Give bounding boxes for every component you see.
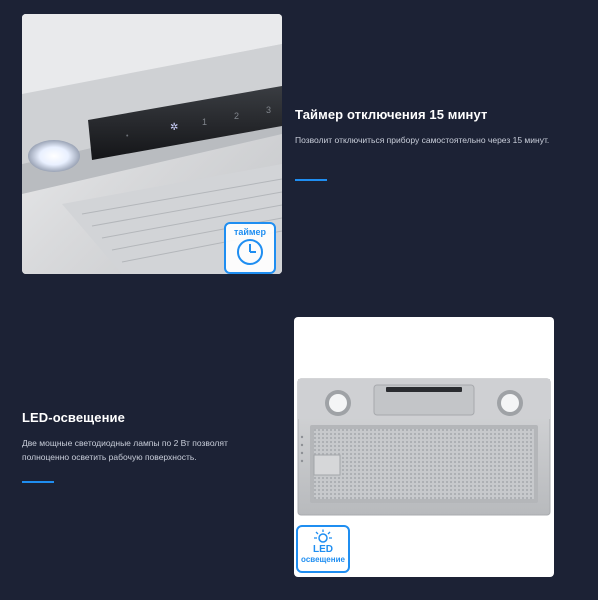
panel-dot: • (126, 133, 129, 140)
timer-feature-image (22, 14, 282, 274)
led-feature-divider (22, 481, 54, 483)
led-badge (296, 525, 350, 573)
led-badge-label: LED (313, 544, 333, 555)
timer-feature-divider (295, 179, 327, 181)
panel-timer-indicator: ✲ (170, 122, 179, 133)
led-feature-description: Две мощные светодиодные лампы по 2 Вт позволят полноценно осветить рабочую поверхность. (22, 438, 228, 462)
grease-filter (314, 429, 534, 499)
panel-speed-2: 2 (234, 111, 240, 121)
led-feature-title: LED-освещение (22, 410, 125, 425)
panel-speed-1: 1 (202, 117, 208, 127)
led-badge-sublabel: освещение (301, 555, 345, 564)
light-bulb-icon (313, 529, 333, 545)
hood-led-lamp (28, 140, 80, 172)
timer-badge (224, 222, 276, 274)
led-feature-image (294, 317, 554, 577)
timer-badge-label: таймер (233, 227, 267, 237)
clock-icon (235, 237, 265, 267)
timer-feature-title: Таймер отключения 15 минут (295, 107, 488, 122)
timer-feature-description: Позволит отключиться прибору самостоятельно через 15 минут. (295, 135, 550, 145)
led-lamp-right (501, 394, 519, 412)
led-lamp-left (329, 394, 347, 412)
panel-speed-3: 3 (266, 105, 272, 115)
